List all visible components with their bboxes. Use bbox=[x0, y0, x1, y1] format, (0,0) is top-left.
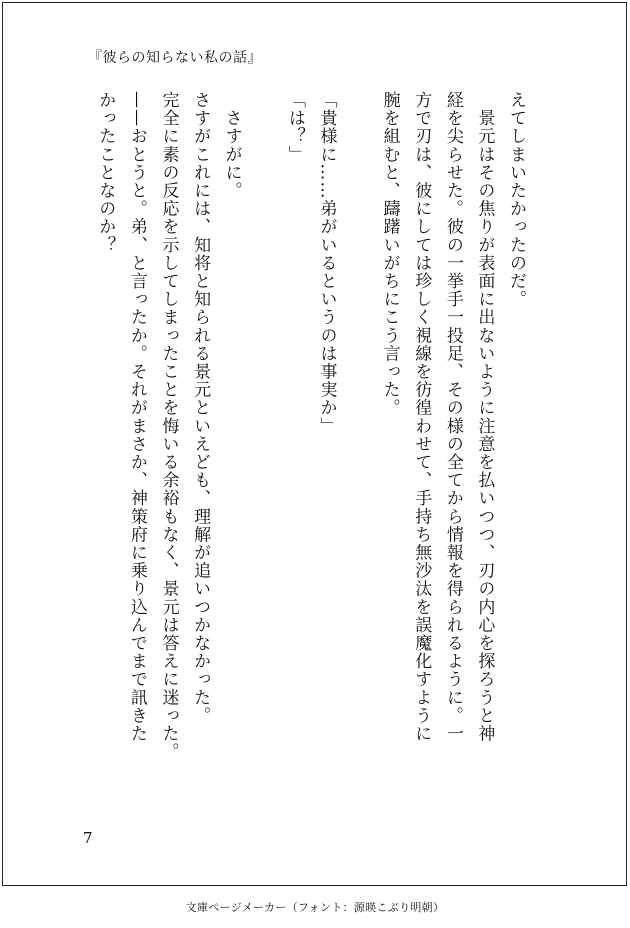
text-line: ——おとうと。弟、と言ったか。それがまさか、神策府に乗り込んでまで訊きた bbox=[126, 91, 147, 743]
blank-line bbox=[341, 91, 373, 861]
text-line: 完全に素の反応を示してしまったことを悔いる余裕もなく、景元は答えに迷った。 bbox=[158, 91, 179, 761]
text-line: 方で刃は、彼にしては珍しく視線を彷徨わせて、手持ち無沙汰を誤魔化すように bbox=[411, 91, 432, 743]
text-line: かったことなのか？ bbox=[95, 91, 116, 254]
text-line: 経を尖らせた。彼の一挙手一投足、その様の全てから情報を得られるように。一 bbox=[442, 91, 463, 743]
footer-credit: 文庫ページメーカー（フォント：源暎こぶり明朝） bbox=[185, 901, 445, 914]
book-page bbox=[2, 2, 627, 886]
text-line: えてしまいたかったのだ。 bbox=[506, 91, 526, 309]
body-text bbox=[83, 91, 531, 861]
blank-line bbox=[247, 91, 279, 861]
text-line: 景元はその焦りが表面に出ないように注意を払いつつ、刃の内心を探ろうと神 bbox=[474, 91, 495, 743]
page-number: 7 bbox=[83, 829, 93, 847]
dialogue-line: 「は？」 bbox=[284, 91, 305, 164]
running-header-title: 『彼らの知らない私の話』 bbox=[88, 50, 262, 66]
text-line: さすがに。 bbox=[221, 91, 242, 200]
text-line: 腕を組むと、躊躇いがちにこう言った。 bbox=[379, 91, 400, 417]
text-line: さすがこれには、知将と知られる景元といえども、理解が追いつかなかった。 bbox=[190, 91, 211, 725]
dialogue-line: 「貴様に……弟がいるというのは事実か」 bbox=[316, 91, 337, 435]
